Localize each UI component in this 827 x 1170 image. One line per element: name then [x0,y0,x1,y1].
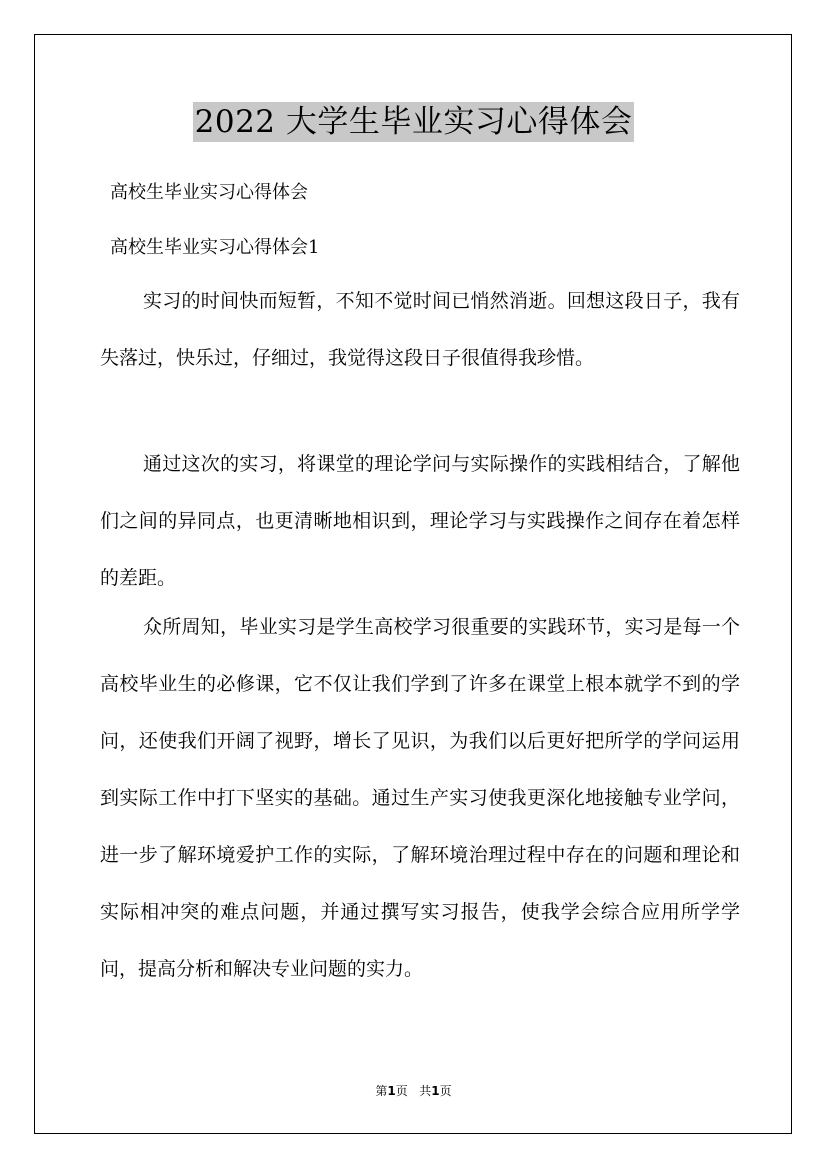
page-prefix: 第 [375,1084,388,1098]
section-heading: 高校生毕业实习心得体会1 [110,237,320,258]
page-total: 1 [431,1084,440,1098]
paragraph-1: 实习的时间快而短暂，不知不觉时间已悄然消逝。回想这段日子，我有失落过，快乐过，仔细过，我觉得这段日子很值得我珍惜。 [100,290,740,369]
page-footer [0,1083,827,1099]
document-title: 2022 大学生毕业实习心得体会 [194,104,633,140]
total-suffix: 页 [439,1084,452,1098]
paragraph-3: 众所周知，毕业实习是学生高校学习很重要的实践环节，实习是每一个高校毕业生的必修课，它不仅让我们学到了许多在课堂上根本就学不到的学问，还使我们开阔了视野，增长了见识，为我们以后更好把所学的学问运用到实际工作中打下坚实的基础。通过生产实习使我更深化地接触专业学问，进一步了解环境爱护工作的实际，了解环境治理过程中存在的问题和理论和实际相冲突的难点问题，并通过撰写实习报告，使我学会综合应用所学学问，提高分析和解决专业问题的实力。 [100,616,740,980]
page-current: 1 [387,1084,396,1098]
page-suffix: 页 [395,1084,408,1098]
title-container [0,102,827,142]
paragraph-2: 通过这次的实习，将课堂的理论学问与实际操作的实践相结合，了解他们之间的异同点，也更清晰地相识到，理论学习与实践操作之间存在着怎样的差距。 [100,453,740,589]
total-prefix: 共 [419,1084,432,1098]
document-subtitle: 高校生毕业实习心得体会 [110,182,308,203]
